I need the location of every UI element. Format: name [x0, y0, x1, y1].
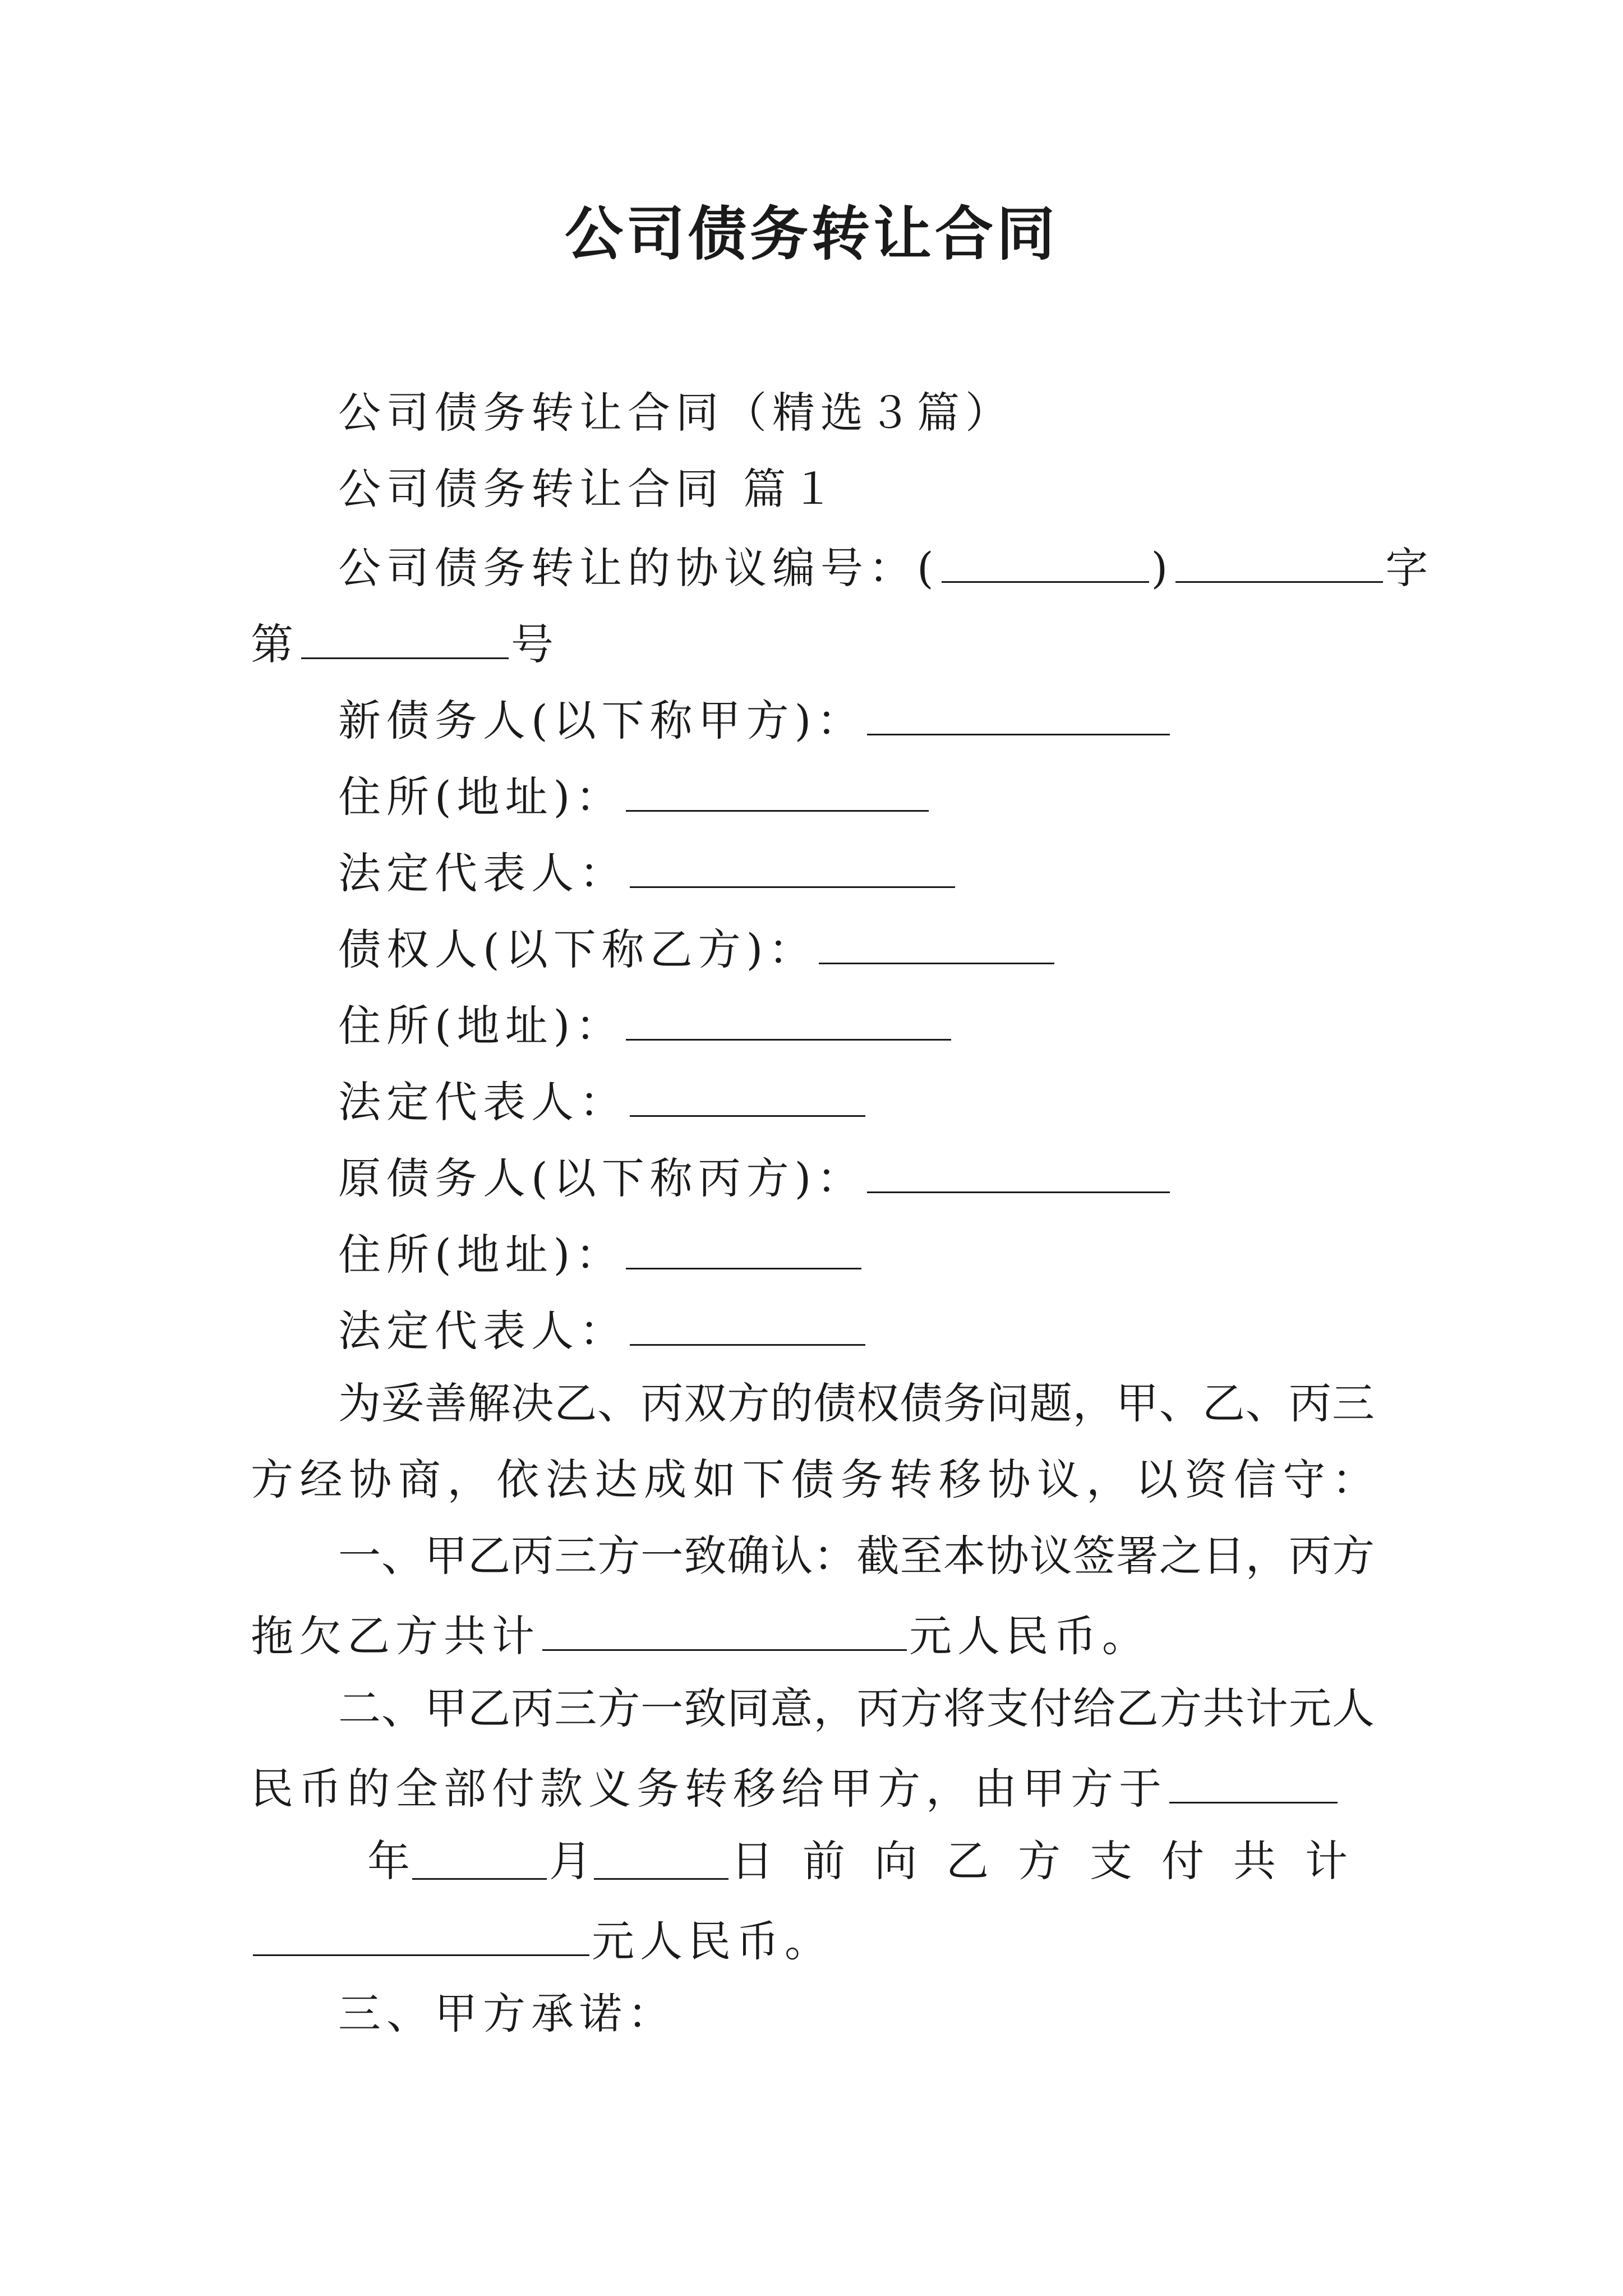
- agreement-number-prefix: 第: [251, 619, 299, 669]
- clause2-month-label: 月: [549, 1836, 592, 1886]
- clause1-amount-suffix: 元人民币。: [909, 1611, 1150, 1661]
- party-label: 法定代表人：: [338, 1077, 628, 1127]
- agreement-number-label: 公司债务转让的协议编号：(: [338, 543, 939, 593]
- preamble-line-1: 为妥善解决乙、丙双方的债权债务问题，甲、乙、丙三: [338, 1378, 1375, 1428]
- party-label: 债权人(以下称乙方)：: [338, 924, 817, 974]
- party-creditor-representative: [338, 1073, 868, 1128]
- clause1-line-1: 一、甲乙丙三方一致确认：截至本协议签署之日，丙方: [338, 1531, 1375, 1581]
- party-label: 住所(地址)：: [338, 1001, 624, 1051]
- clause2-line3-rest: 日前向乙方支付共计: [731, 1836, 1377, 1886]
- part-heading: 公司债务转让合同 篇１: [338, 464, 840, 514]
- clause1-amount-prefix: 拖欠乙方共计: [251, 1611, 540, 1661]
- party-label: 法定代表人：: [338, 848, 628, 898]
- party-new-debtor-address: [338, 767, 931, 822]
- subtitle: 公司债务转让合同（精选３篇）: [338, 388, 1013, 438]
- clause2-day-blank: [594, 1835, 728, 1880]
- clause2-line-4: [251, 1912, 833, 1967]
- agreement-number-line-2: [251, 615, 559, 670]
- agreement-number-line2-suffix: 号: [511, 619, 559, 669]
- party-creditor: [338, 920, 1057, 975]
- party-blank: [626, 1225, 861, 1269]
- party-new-debtor-representative: [338, 844, 957, 899]
- party-original-debtor: [338, 1149, 1172, 1204]
- party-creditor-address: [338, 996, 953, 1051]
- party-blank: [630, 844, 955, 888]
- clause1-amount-blank: [542, 1607, 907, 1651]
- party-original-debtor-representative: [338, 1301, 868, 1356]
- party-blank: [819, 920, 1054, 964]
- party-original-debtor-address: [338, 1225, 864, 1280]
- clause2-year-label: 年: [367, 1836, 410, 1886]
- agreement-number-suffix: 字: [1385, 543, 1434, 593]
- agreement-number-blank-3: [301, 615, 509, 659]
- agreement-number-line: [338, 539, 1433, 593]
- party-label: 住所(地址)：: [338, 1230, 624, 1280]
- party-blank: [630, 1073, 865, 1117]
- party-blank: [630, 1301, 865, 1346]
- party-new-debtor: [338, 691, 1172, 746]
- clause3-heading: 三、甲方承诺：: [338, 1989, 676, 2039]
- clause2-amount-suffix: 元人民币。: [592, 1916, 833, 1966]
- clause2-line2-text: 民币的全部付款义务转移给甲方，由甲方于: [251, 1764, 1167, 1814]
- clause1-line-2: [251, 1607, 1150, 1662]
- clause2-line-2: [251, 1759, 1340, 1814]
- clause2-line-3: [367, 1835, 1377, 1887]
- agreement-number-mid: ): [1151, 543, 1174, 593]
- clause2-line-1: 二、甲乙丙三方一致同意，丙方将支付给乙方共计元人: [338, 1683, 1375, 1733]
- agreement-number-blank-1: [942, 539, 1149, 583]
- preamble-line-2: 方经协商，依法达成如下债务转移协议，以资信守：: [251, 1455, 1375, 1504]
- party-blank: [867, 691, 1170, 735]
- party-blank: [867, 1149, 1170, 1193]
- agreement-number-blank-2: [1175, 539, 1383, 583]
- clause2-month-blank: [412, 1835, 547, 1880]
- clause2-amount-blank: [253, 1912, 589, 1956]
- party-blank: [626, 767, 929, 812]
- clause2-date-blank: [1169, 1759, 1338, 1803]
- party-blank: [626, 996, 951, 1041]
- party-label: 法定代表人：: [338, 1306, 628, 1356]
- party-label: 住所(地址)：: [338, 772, 624, 822]
- document-title: 公司债务转让合同: [564, 199, 1058, 268]
- party-label: 原债务人(以下称丙方)：: [338, 1153, 865, 1203]
- party-label: 新债务人(以下称甲方)：: [338, 696, 865, 746]
